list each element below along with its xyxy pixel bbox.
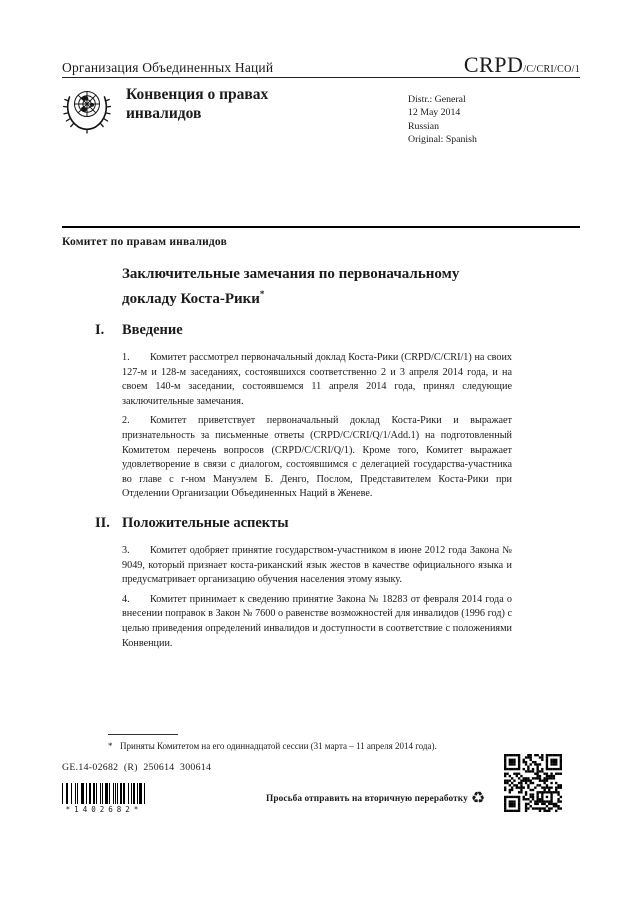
section-1-heading [95,322,512,339]
distr-line: Russian [408,120,440,132]
footnote-marker: * [108,741,113,751]
paragraph-text: Комитет приветствует первоначальный доклад Коста-Рики и выражает признательность за письменные ответы (CRPD/C/CRI/Q/1/Add.1) на подготовленный Комитетом перечень вопросов (CRPD/C/CRI/Q/1). Кроме того, Комитет выражает удовлетворение в связи с диалогом, состоявшимся с делегацией государства-участника во главе с г-ном Мануэлем Б. Денго, Послом, Представителем Коста-Рики при Отделении Организации Объединенных Наций в Женеве. [122,415,512,500]
footnote-rule [108,734,178,735]
barcode [62,783,146,814]
footnote [108,741,528,751]
section-2-title: Положительные аспекты [122,514,289,531]
un-emblem-icon [60,82,114,136]
paragraph-number: 1. [122,352,130,363]
recycle-text: Просьба отправить на вторичную переработку [266,794,468,804]
convention-title: Конвенция о правах инвалидов [126,86,269,122]
title-footnote-marker: * [259,289,265,299]
doc-symbol-main: CRPD [463,52,524,77]
header [62,52,580,78]
paragraph-number: 4. [122,593,130,605]
paragraph-4 [122,593,512,651]
paragraph-number: 3. [122,544,130,556]
distr-line: 12 May 2014 [408,107,461,119]
committee-heading: Комитет по правам инвалидов [62,236,228,248]
section-rule [62,226,580,228]
recycle-note [266,791,485,807]
doc-symbol [464,52,580,78]
section-1-number: I. [95,322,105,338]
header-rule [62,77,580,78]
qr-code [504,754,562,812]
distr-line: Distr.: General [408,94,466,105]
document-title [122,264,504,309]
document-title-text: Заключительные замечания по первоначальному докладу Коста-Рики [122,266,460,307]
paragraph-1 [122,351,512,409]
document-body [95,264,512,656]
recycle-icon: ♻ [470,790,486,807]
doc-symbol-suffix: /C/CRI/CO/1 [523,64,580,75]
paragraph-text: Комитет принимает к сведению принятие Закона № 18283 от февраля 2014 года о внесении поправок в Закон № 7600 о равенстве возможностей для инвалидов (1996 год) с целью приведения определений инвалидов и доступности в соответствие с положениями Конвенции. [122,593,512,649]
qr-modules [504,754,562,812]
paragraph-number: 2. [122,415,130,427]
section-2-number: II. [95,514,110,531]
org-name: Организация Объединенных Наций [62,60,274,75]
barcode-text: *1402682* [65,805,143,814]
paragraph-text: Комитет рассмотрел первоначальный доклад Коста-Рики (CRPD/C/CRI/1) на своих 127-м и 128-м заседаниях, состоявшихся соответственно 2 и 3 апреля 2014 года, и на своем 140-м заседании, состоявшемся 11 апреля 2014 года, принял следующие заключительные замечания. [122,352,512,407]
distr-block [408,93,477,147]
footnote-text: Приняты Комитетом на его одиннадцатой сессии (31 марта – 11 апреля 2014 года). [120,741,437,751]
ge-number: GE.14-02682 (R) 250614 300614 [62,762,212,773]
paragraph-2 [122,414,512,502]
paragraph-3 [122,544,512,588]
section-2-heading [95,515,512,532]
barcode-bars [62,783,146,804]
distr-line: Original: Spanish [408,134,477,146]
paragraph-text: Комитет одобряет принятие государством-участником в июне 2012 года Закона № 9049, который признает коста-риканский язык жестов в качестве официального языка и предусматривает организацию обучения населения этому языку. [122,544,512,586]
section-1-title: Введение [122,322,183,338]
